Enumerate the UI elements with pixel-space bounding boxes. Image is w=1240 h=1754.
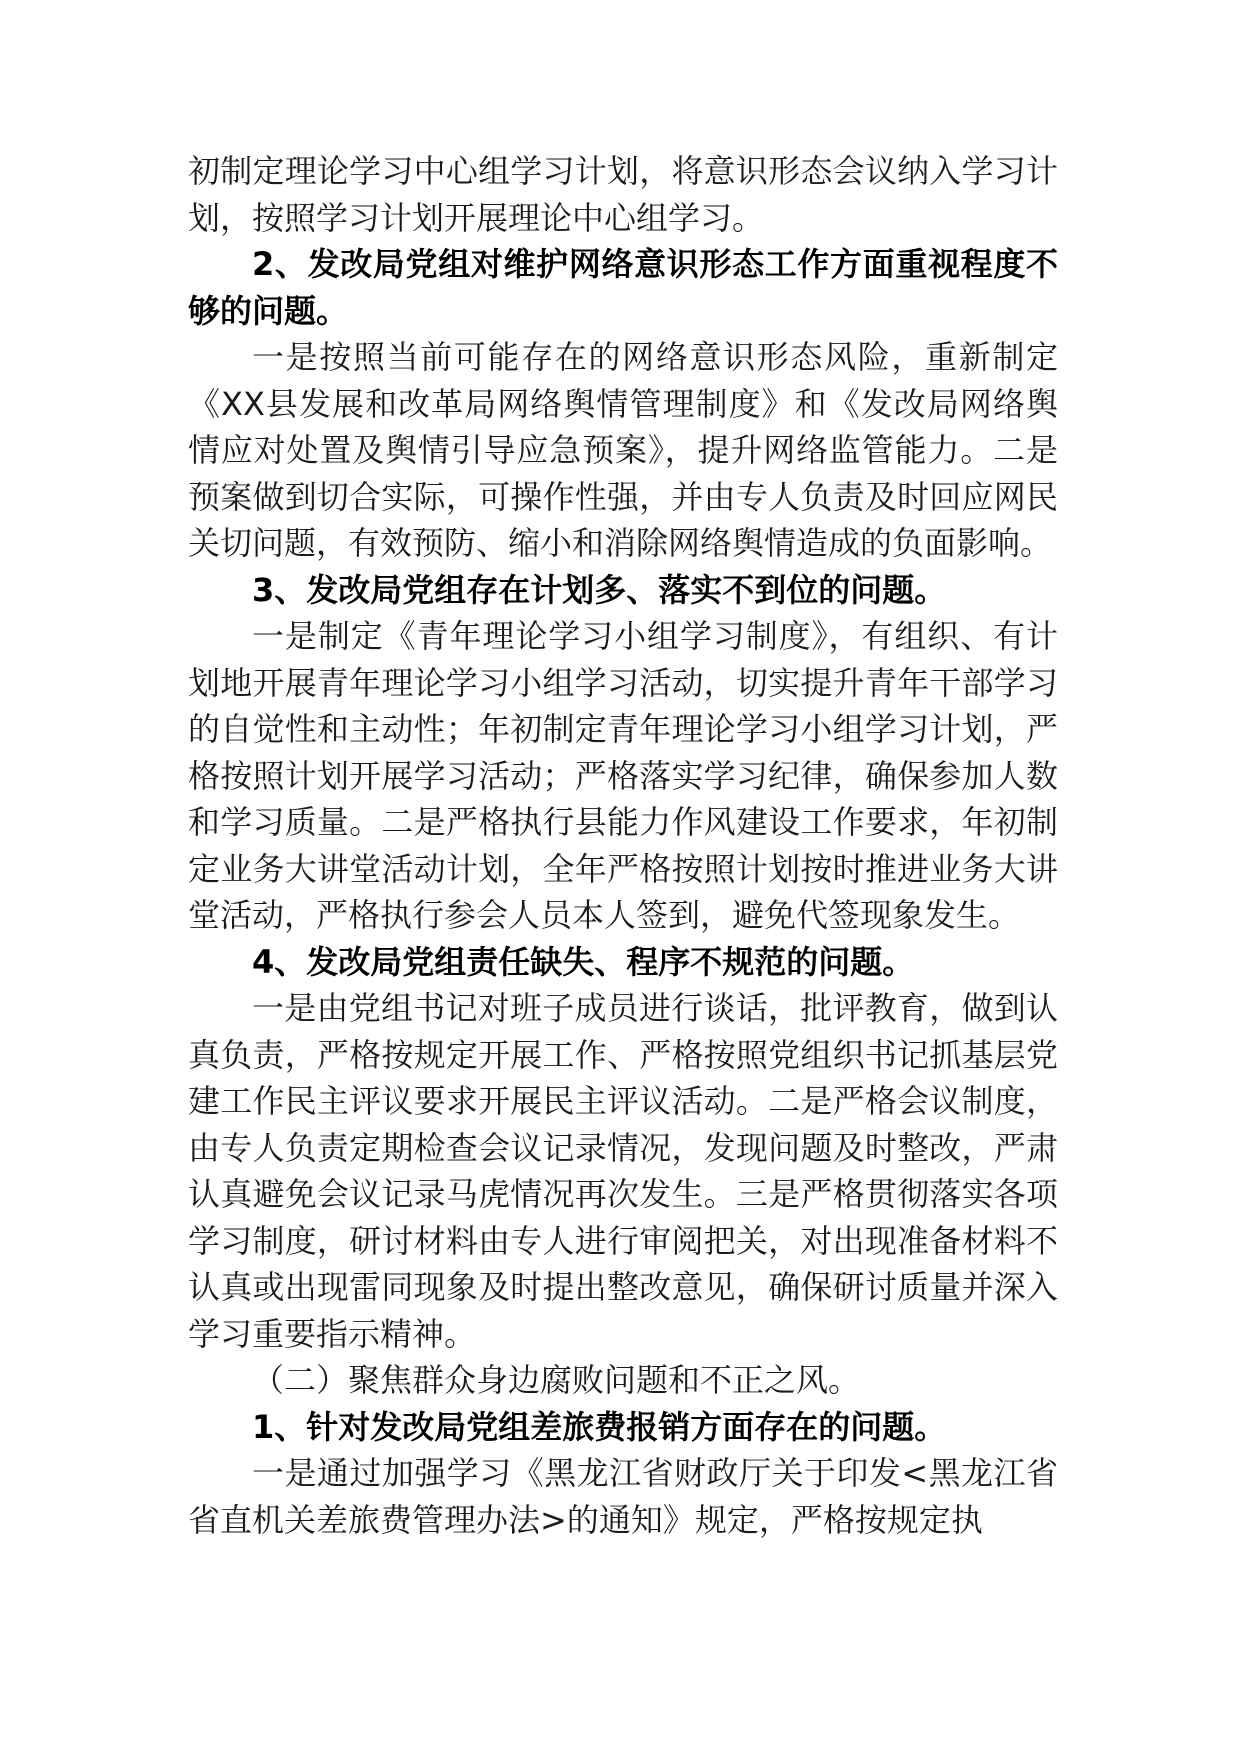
section-heading-1-travel: 1、针对发改局党组差旅费报销方面存在的问题。 [252, 1407, 947, 1446]
section-heading-4: 4、发改局党组责任缺失、程序不规范的问题。 [252, 942, 915, 981]
body-paragraph-continuation: 初制定理论学习中心组学习计划，将意识形态会议纳入学习计划，按照学习计划开展理论中心组学习。 [188, 152, 1058, 237]
section-heading-2: 2、发改局党组对维护网络意识形态工作方面重视程度不够的问题。 [188, 245, 1058, 330]
body-paragraph-youth-study: 一是制定《青年理论学习小组学习制度》，有组织、有计划地开展青年理论学习小组学习活动，切实提升青年干部学习的自觉性和主动性；年初制定青年理论学习小组学习计划，严格按照计划开展学习活动；严格落实学习纪律，确保参加人数和学习质量。二是严格执行县能力作风建设工作要求，年初制定业务大讲堂活动计划，全年严格按照计划按时推进业务大讲堂活动，严格执行参会人员本人签到，避免代签现象发生。 [188, 617, 1058, 934]
body-paragraph-travel-expenses: 一是通过加强学习《黑龙江省财政厅关于印发<黑龙江省省直机关差旅费管理办法>的通知》规定，严格按规定执 [188, 1454, 1058, 1539]
document-page [188, 148, 1058, 1543]
section-heading-3: 3、发改局党组存在计划多、落实不到位的问题。 [252, 570, 947, 609]
body-paragraph-responsibility: 一是由党组书记对班子成员进行谈话，批评教育，做到认真负责，严格按规定开展工作、严格按照党组织书记抓基层党建工作民主评议要求开展民主评议活动。二是严格会议制度，由专人负责定期检查会议记录情况，发现问题及时整改，严肃认真避免会议记录马虎情况再次发生。三是严格贯彻落实各项学习制度，研讨材料由专人进行审阅把关，对出现准备材料不认真或出现雷同现象及时提出整改意见，确保研讨质量并深入学习重要指示精神。 [188, 989, 1058, 1353]
subsection-title-corruption: （二）聚焦群众身边腐败问题和不正之风。 [252, 1361, 861, 1399]
body-paragraph-network-ideology: 一是按照当前可能存在的网络意识形态风险，重新制定《XX县发展和改革局网络舆情管理制度》和《发改局网络舆情应对处置及舆情引导应急预案》，提升网络监管能力。二是预案做到切合实际，可操作性强，并由专人负责及时回应网民关切问题，有效预防、缩小和消除网络舆情造成的负面影响。 [188, 338, 1058, 562]
